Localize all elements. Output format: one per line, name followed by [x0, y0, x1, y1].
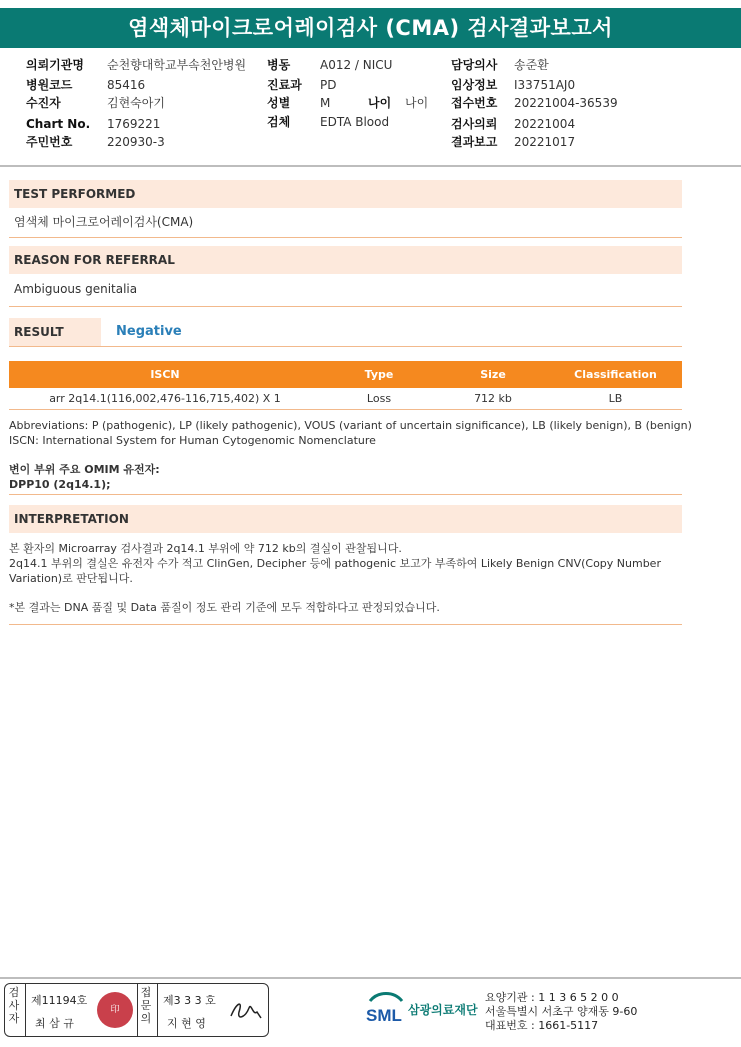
sex-label: 성별 — [267, 96, 291, 110]
confirm-number: 제3 3 3 호 — [163, 994, 216, 1007]
order-label: 주민번호 — [26, 135, 73, 149]
interpretation-line2: 2q14.1 부위의 결실은 유전자 수가 적고 ClinGen, Decipher 등에 pathogenic 보고가 부족하여 Likely Benign CNV(Copy Number — [9, 557, 661, 570]
clinical-value: I33751AJ0 — [514, 78, 576, 92]
confirm-name: 지 현 영 — [167, 1017, 206, 1030]
ward-value: A012 / NICU — [320, 58, 393, 72]
result-table-header — [9, 361, 682, 388]
doctor-value: 송준환 — [514, 58, 549, 72]
specimen-value: EDTA Blood — [320, 115, 390, 129]
code-value: 85416 — [107, 78, 146, 92]
org-name: 삼광의료재단 — [408, 1003, 478, 1017]
footer-line2: 서울특별시 서초구 양재동 9-60 — [485, 1005, 638, 1018]
interpretation-line3: Variation)로 판단됩니다. — [9, 572, 133, 585]
handwritten-signature — [227, 996, 265, 1026]
col-classification: Classification — [574, 368, 657, 381]
receipt-value: 20221004-36539 — [514, 96, 618, 110]
cell-iscn: arr 2q14.1(116,002,476-116,715,402) X 1 — [49, 392, 281, 405]
interpretation-line1: 본 환자의 Microarray 검사결과 2q14.1 부위에 약 712 kb의 결실이 관찰됩니다. — [9, 542, 402, 555]
doctor-label: 담당의사 — [451, 58, 498, 72]
ward-label: 병동 — [267, 58, 291, 72]
section-divider — [9, 624, 682, 625]
section-divider — [9, 346, 682, 347]
request-label: 검사의뢰 — [451, 117, 498, 131]
test-performed-text: 염색체 마이크로어레이검사(CMA) — [14, 215, 194, 229]
age-label: 나이 — [368, 96, 392, 110]
cell-type: Loss — [366, 392, 392, 405]
cell-classification: LB — [608, 392, 623, 405]
request-value: 20221004 — [514, 117, 576, 131]
chart-value: 1769221 — [107, 117, 161, 131]
signature-box — [4, 983, 269, 1037]
referral-text: Ambiguous genitalia — [14, 282, 138, 296]
tester-number: 제11194호 — [31, 994, 88, 1007]
col-iscn: ISCN — [150, 368, 180, 381]
abbreviations-line1: Abbreviations: P (pathogenic), LP (likely pathogenic), VOUS (variant of uncertain significance), LB (likely benign), B (benign) — [9, 419, 692, 432]
chart-label: Chart No. — [26, 117, 91, 131]
code-label: 병원코드 — [26, 78, 73, 92]
age-value: 나이 — [405, 96, 429, 110]
omim-genes: DPP10 (2q14.1); — [9, 478, 111, 491]
section-divider — [9, 237, 682, 238]
footer-line3: 대표번호 : 1661-5117 — [485, 1019, 599, 1032]
receipt-label: 접수번호 — [451, 96, 498, 110]
sml-logo-text: SML — [366, 1006, 402, 1025]
omim-heading: 변이 부위 주요 OMIM 유전자: — [9, 463, 160, 476]
sml-logo-icon — [364, 989, 408, 1029]
hospital-value: 순천향대학교부속천안병원 — [107, 58, 247, 72]
report-label: 결과보고 — [451, 135, 498, 149]
sex-value: M — [320, 96, 331, 110]
table-divider — [9, 409, 682, 410]
dept-label: 진료과 — [267, 78, 302, 92]
abbreviations-line2: ISCN: International System for Human Cytogenomic Nomenclature — [9, 434, 376, 447]
interpretation-heading: INTERPRETATION — [9, 505, 682, 533]
result-label: RESULT — [9, 318, 101, 346]
referral-heading: REASON FOR REFERRAL — [9, 246, 682, 274]
patient-info — [0, 54, 741, 166]
confirm-label: 접문의 — [140, 986, 152, 1025]
tester-seal: 印 — [97, 992, 133, 1028]
footer-line1: 요양기관 : 1 1 3 6 5 2 0 0 — [485, 991, 619, 1004]
tester-label: 검사자 — [8, 986, 20, 1025]
report-title: 염색체마이크로어레이검사 (CMA) 검사결과보고서 — [0, 8, 741, 48]
report-value: 20221017 — [514, 135, 576, 149]
footer-divider — [0, 977, 741, 979]
dept-value: PD — [320, 78, 337, 92]
receiver-label: 수진자 — [26, 96, 61, 110]
receiver-value: 김현숙아기 — [107, 96, 165, 110]
header-divider — [0, 165, 741, 167]
section-divider — [9, 306, 682, 307]
tester-name: 최 삼 규 — [35, 1017, 74, 1030]
hospital-label: 의뢰기관명 — [26, 58, 84, 72]
cell-size: 712 kb — [474, 392, 512, 405]
specimen-label: 검체 — [267, 115, 291, 129]
interpretation-note: *본 결과는 DNA 품질 및 Data 품질이 정도 관리 기준에 모두 적합하다고 판정되었습니다. — [9, 601, 440, 614]
clinical-label: 임상정보 — [451, 78, 498, 92]
col-type: Type — [364, 368, 394, 381]
test-performed-heading: TEST PERFORMED — [9, 180, 682, 208]
section-divider — [9, 494, 682, 495]
result-value: Negative — [116, 324, 182, 339]
order-value: 220930-3 — [107, 135, 165, 149]
col-size: Size — [480, 368, 506, 381]
